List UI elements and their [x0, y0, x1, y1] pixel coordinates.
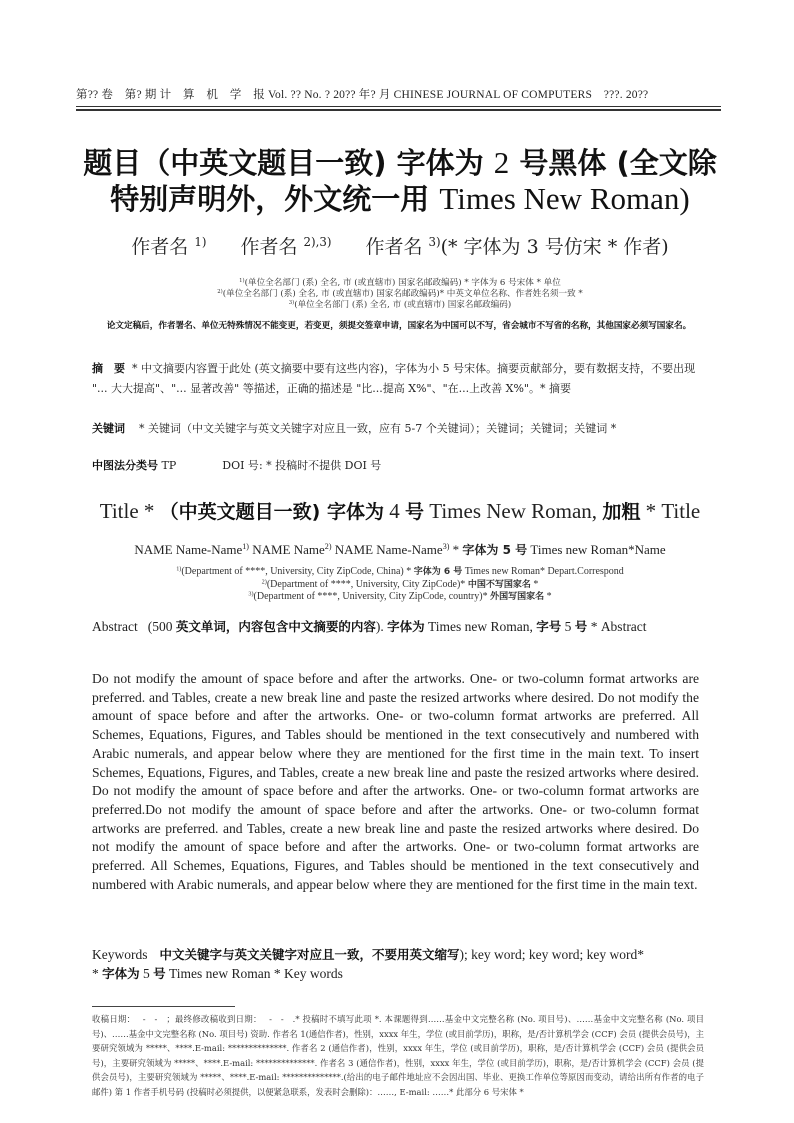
abstract-text: * 中文摘要内容置于此处 (英文摘要中要有这些内容)，字体为小 5 号宋体。摘要贡献部分，要有数据支持，不要出现 "... 大大提高"、"... 显著改善" 等描述，正确的描述是 "比...提高 X%"、"在...上改善 X%"。* 摘要 — [92, 362, 696, 395]
english-keywords: Keywords 中文关键字与英文关键字对应且一致，不要用英文缩写); key word; key word; key word* * 字体为 5 号 Times new Roman * Key words — [92, 947, 644, 981]
english-title: Title * （中英文题目一致) 字体为 4 号 Times New Roman, 加粗 * Title — [99, 499, 701, 523]
keywords-text: * 关键词（中文关键字与英文关键字对应且一致，应有 5-7 个关键词）；关键词；关键词；关键词 * — [139, 422, 617, 435]
affiliation-3: $^{3)}$(单位全名部门 (系) 全名, 市 (或直辖市) 国家名邮政编码) — [288, 299, 512, 310]
english-affiliation-1: $^{1)}$(Department of ****, University, City ZipCode, China) * 字体为 6 号 Times new Roman* Depart.Correspond — [176, 565, 624, 577]
clc-label: 中图法分类号 — [92, 459, 158, 472]
clc-value: TP — [161, 459, 177, 472]
english-authors: NAME Name-Name$^{1)}$ NAME Name$^{2)}$ NAME Name-Name$^{3)}$ * 字体为 5 号 Times new Roman*Name — [134, 542, 666, 557]
chinese-authors — [60, 232, 740, 259]
affiliation-2: $^{2)}$(单位全名部门 (系) 全名, 市 (或直辖市) 国家名邮政编码)* 中英文单位名称、作者姓名须一致 * — [217, 288, 583, 299]
chinese-title — [60, 145, 740, 217]
chinese-affiliations — [60, 278, 740, 311]
english-abstract-body: Do not modify the amount of space before and after the artworks. One- or two-column format artworks are preferred. and Tables, create a new break line and paste the resized artworks where desired. Do not modify the amount of space before and after the artworks. One- or two-column format artworks are preferred. All Schemes, Equations, Figures, and Tables should be mentioned in the text consecutively and numbered with Arabic numerals, and appear below where they are mentioned for the first time in the main text. To insert Schemes, Equations, Figures, and Tables, create a new break line and paste the resized artworks where desired. Do not modify the amount of space before and after the artworks. One- or two-column format artworks are preferred.Do not modify the amount of space before and after the artworks. One- or two-column format artworks are preferred. and Tables, create a new break line and paste the resized artworks where desired. Do not modify the amount of space before and after the artworks. One- or two-column format artworks are preferred. All Schemes, Equations, Figures, and Tables should be mentioned in the text consecutively and numbered with Arabic numerals, and appear below where they are mentioned for the first time in the main text. — [92, 671, 699, 892]
abstract-label: 摘 要 — [92, 362, 125, 375]
keywords-label: 关键词 — [92, 422, 125, 435]
classification-line — [92, 456, 704, 476]
author-3: 作者名 $^{3)}$(* 字体为 3 号仿宋 * 作者) — [365, 234, 669, 258]
chinese-keywords — [92, 419, 704, 439]
footnote-separator — [92, 1006, 235, 1007]
chinese-abstract — [92, 359, 704, 399]
header-rule-thin — [76, 106, 721, 107]
english-abstract-label: Abstract — [92, 619, 138, 634]
english-affiliation-2: $^{2)}$(Department of ****, University, City ZipCode)* 中国不写国家名 * — [261, 577, 539, 590]
running-head: 第?? 卷 第? 期 计 算 机 学 报 Vol. ?? No. ? 20?? 年? 月 CHINESE JOURNAL OF COMPUTERS ???. 20?? — [76, 89, 649, 101]
header-rule-thick — [76, 109, 721, 111]
affiliation-1: $^{1)}$(单位全名部门 (系) 全名, 市 (或直辖市) 国家名邮政编码) * 字体为 6 号宋体 * 单位 — [239, 277, 561, 288]
affiliation-note: 论文定稿后，作者署名、单位无特殊情况不能变更，若变更，须提交签章申请，国家名为中国可以不写，省会城市不写省的名称，其他国家必须写国家名。 — [106, 321, 692, 331]
english-affiliation-3: $^{3)}$(Department of ****, University, City ZipCode, country)* 外国写国家名 * — [248, 590, 552, 602]
doi-value: : * 投稿时不提供 DOI 号 — [258, 459, 382, 472]
english-keywords-label: Keywords — [92, 947, 148, 962]
english-affiliations — [60, 566, 740, 604]
author-1: 作者名 $^{1)}$ — [131, 234, 207, 258]
doi-label: DOI 号 — [222, 459, 259, 472]
author-2: 作者名 $^{2),3)}$ — [240, 234, 332, 258]
chinese-title-line-1: 题目（中英文题目一致) 字体为 2 号黑体 (全文除 — [83, 145, 717, 180]
footnote: 收稿日期： - - ；最终修改稿收到日期： - - .* 投稿时不填写此项 *. 本课题得到……基金中文完整名称 (No. 项目号)、……基金中文完整名称 (No. 项目号)、……基金中文完整名称 (No. 项目号) 资助. 作者名 1(通信作者)，性别，xxxx 年生，学位 (或目前学历)，职称，是/否计算机学会 (CCF) 会员 (提供会员号)，主要研究领域为 *****、****.E-mail: **************. 作者名 2 (通信作者)，性别，xxxx 年生，学位 (或目前学历)，职称，是/否计算机学会 (CCF) 会员 (提供会员号)，主要研究领域为 *****、****.E-mail: **************. 作者名 3 (通信作者)，性别，xxxx 年生，学位 (或目前学历)，职称，是/否计算机学会 (CCF) 会员 (提供会员号)，主要研究领域为 *****、****.E-mail: **************.(给出的电子邮件地址应不会因出国、毕业、更换工作单位等原因而变动，请给出所有作者的电子邮件) 第 1 作者手机号码 (投稿时必须提供，以便紧急联系，发表时会删除)：……, E-mail: ……* 此部分 6 号宋体 * — [92, 1014, 704, 1097]
chinese-title-line-2: 特别声明外，外文统一用 Times New Roman) — [110, 181, 690, 216]
english-abstract-heading: Abstract (500 英文单词，内容包含中文摘要的内容). 字体为 Times new Roman, 字号 5 号 * Abstract — [92, 619, 647, 634]
